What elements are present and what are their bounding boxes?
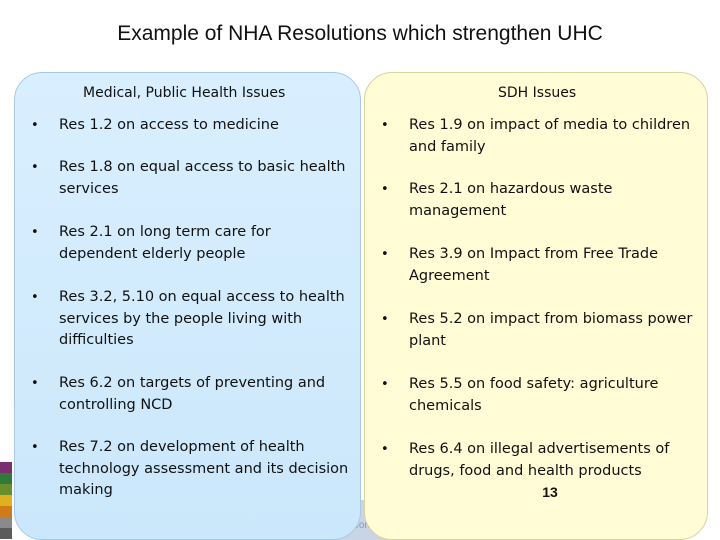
bullet-icon: •: [381, 312, 389, 327]
bullet-icon: •: [381, 377, 389, 392]
list-item: [379, 179, 705, 222]
bullet-icon: •: [31, 376, 39, 391]
bullet-icon: •: [381, 247, 389, 262]
slide-title: Example of NHA Resolutions which strengthen UHC: [117, 22, 603, 45]
list-item: [29, 437, 349, 502]
list-item-text: Res 5.5 on food safety: agriculture chemicals: [409, 376, 659, 414]
list-item-text: Res 3.9 on Impact from Free Trade Agreement: [409, 246, 659, 284]
list-item-text: Res 1.8 on equal access to basic health services: [59, 159, 346, 197]
list-item-text: Res 3.2, 5.10 on equal access to health services by the people living with difficulties: [59, 289, 345, 348]
footer-color-block: [0, 506, 12, 517]
footer-color-block: [0, 495, 12, 506]
bullet-icon: •: [381, 118, 389, 133]
list-item: [29, 287, 349, 352]
list-item: [379, 115, 705, 158]
medical-public-health-panel: [14, 72, 361, 540]
bullet-icon: •: [381, 182, 389, 197]
footer-color-block: [0, 484, 12, 495]
sdh-issues-panel: [364, 72, 708, 540]
bullet-icon: •: [31, 225, 39, 240]
list-item-text: Res 6.4 on illegal advertisements of drugs, food and health products: [409, 441, 670, 479]
footer-color-strip: [0, 462, 12, 540]
list-item: [379, 439, 705, 482]
list-item-text: Res 2.1 on long term care for dependent elderly people: [59, 224, 271, 262]
list-item-text: Res 5.2 on impact from biomass power plant: [409, 311, 693, 349]
bullet-icon: •: [31, 290, 39, 305]
list-item: [29, 115, 349, 137]
bullet-icon: •: [31, 160, 39, 175]
bullet-icon: •: [381, 442, 389, 457]
background-org-text: Comm: [351, 520, 382, 531]
list-item: [379, 374, 705, 417]
list-item-text: Res 1.9 on impact of media to children and family: [409, 117, 691, 155]
footer-color-block: [0, 528, 12, 539]
bullet-icon: •: [31, 440, 39, 455]
list-item-text: Res 2.1 on hazardous waste management: [409, 181, 613, 219]
list-item: [29, 157, 349, 200]
panel-heading-sdh: SDH Issues: [498, 85, 577, 101]
slide-number: 13: [542, 484, 558, 500]
footer-color-block: [0, 473, 12, 484]
footer-color-block: [0, 517, 12, 528]
list-item: [29, 222, 349, 265]
bullet-icon: •: [31, 118, 39, 133]
list-item: [29, 373, 349, 416]
panel-heading-medical: Medical, Public Health Issues: [83, 85, 286, 101]
list-item-text: Res 6.2 on targets of preventing and controlling NCD: [59, 375, 326, 413]
list-item: [379, 244, 705, 287]
list-item-text: Res 1.2 on access to medicine: [59, 117, 279, 133]
list-item: [379, 309, 705, 352]
list-item-text: Res 7.2 on development of health technology assessment and its decision making: [59, 439, 349, 498]
footer-color-block: [0, 462, 12, 473]
